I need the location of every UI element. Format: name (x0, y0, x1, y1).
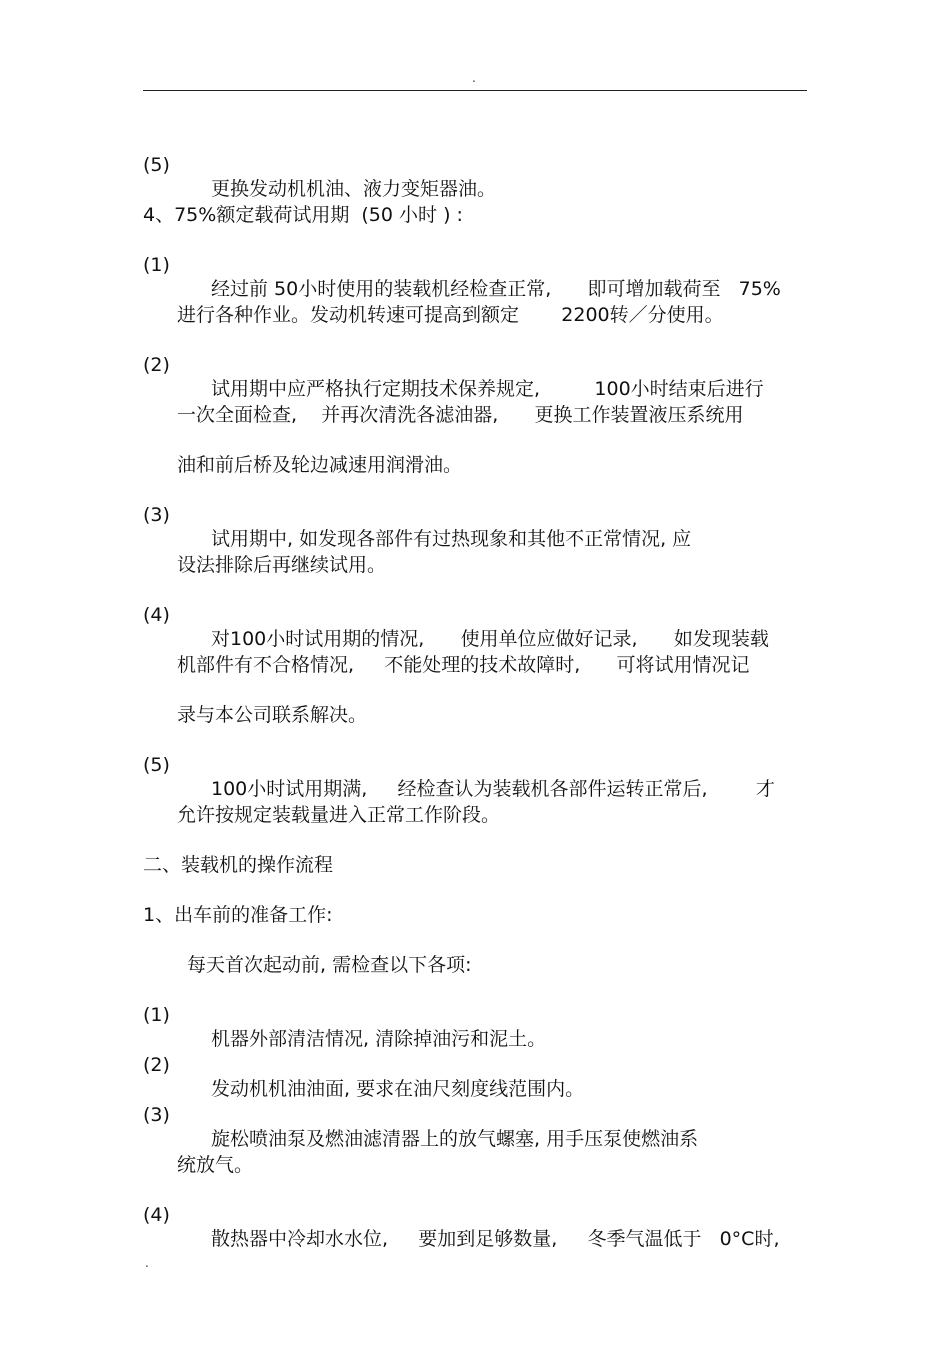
item-text: 进行各种作业。发动机转速可提高到额定 2200转／分使用。 (177, 304, 724, 326)
heading-text: 4、75%额定载荷试用期 (50 小时 ) : (143, 204, 463, 226)
item-text: 设法排除后再继续试用。 (177, 554, 387, 576)
item-number: (4) (143, 604, 170, 626)
paragraph-text: 每天首次起动前, 需检查以下各项: (187, 954, 472, 976)
item-text: 统放气。 (177, 1154, 254, 1176)
heading-text: 1、出车前的准备工作: (143, 904, 333, 926)
item-number: (5) (143, 754, 170, 776)
footer-dot: . (145, 1256, 149, 1270)
item-text: 100小时试用期满, 经检查认为装载机各部件运转正常后, 才 (211, 778, 775, 800)
item-text: 更换发动机机油、液力变矩器油。 (211, 178, 497, 200)
header-dot: . (472, 71, 476, 85)
item-number: (2) (143, 1054, 170, 1076)
list-item (0, 1179, 780, 1275)
item-text: 对100小时试用期的情况, 使用单位应做好记录, 如发现装载 (211, 628, 769, 650)
item-text: 机器外部清洁情况, 清除掉油污和泥土。 (211, 1028, 547, 1050)
item-number: (3) (143, 1104, 170, 1126)
item-text: 允许按规定装载量进入正常工作阶段。 (177, 804, 501, 826)
item-number: (2) (143, 354, 170, 376)
item-number: (5) (143, 154, 170, 176)
item-text: 一次全面检查, 并再次清洗各滤油器, 更换工作装置液压系统用 (177, 404, 744, 426)
item-text: 散热器中冷却水水位, 要加到足够数量, 冬季气温低于 0°C时, (211, 1228, 780, 1250)
item-text: 油和前后桥及轮边减速用润滑油。 (177, 454, 463, 476)
item-text: 录与本公司联系解决。 (177, 704, 368, 726)
item-text: 机部件有不合格情况, 不能处理的技术故障时, 可将试用情况记 (177, 654, 750, 676)
item-text: 经过前 50小时使用的装载机经检查正常, 即可增加载荷至 75% (211, 278, 781, 300)
item-number: (1) (143, 1004, 170, 1026)
item-text: 试用期中, 如发现各部件有过热现象和其他不正常情况, 应 (211, 528, 692, 550)
item-text: 旋松喷油泵及燃油滤清器上的放气螺塞, 用手压泵使燃油系 (211, 1128, 699, 1150)
heading-text: 二、装载机的操作流程 (143, 854, 334, 876)
item-number: (1) (143, 254, 170, 276)
item-number: (4) (143, 1204, 170, 1226)
item-text: 发动机机油油面, 要求在油尺刻度线范围内。 (211, 1078, 585, 1100)
header-rule (143, 90, 807, 91)
item-number: (3) (143, 504, 170, 526)
item-text: 试用期中应严格执行定期技术保养规定, 100小时结束后进行 (211, 378, 764, 400)
